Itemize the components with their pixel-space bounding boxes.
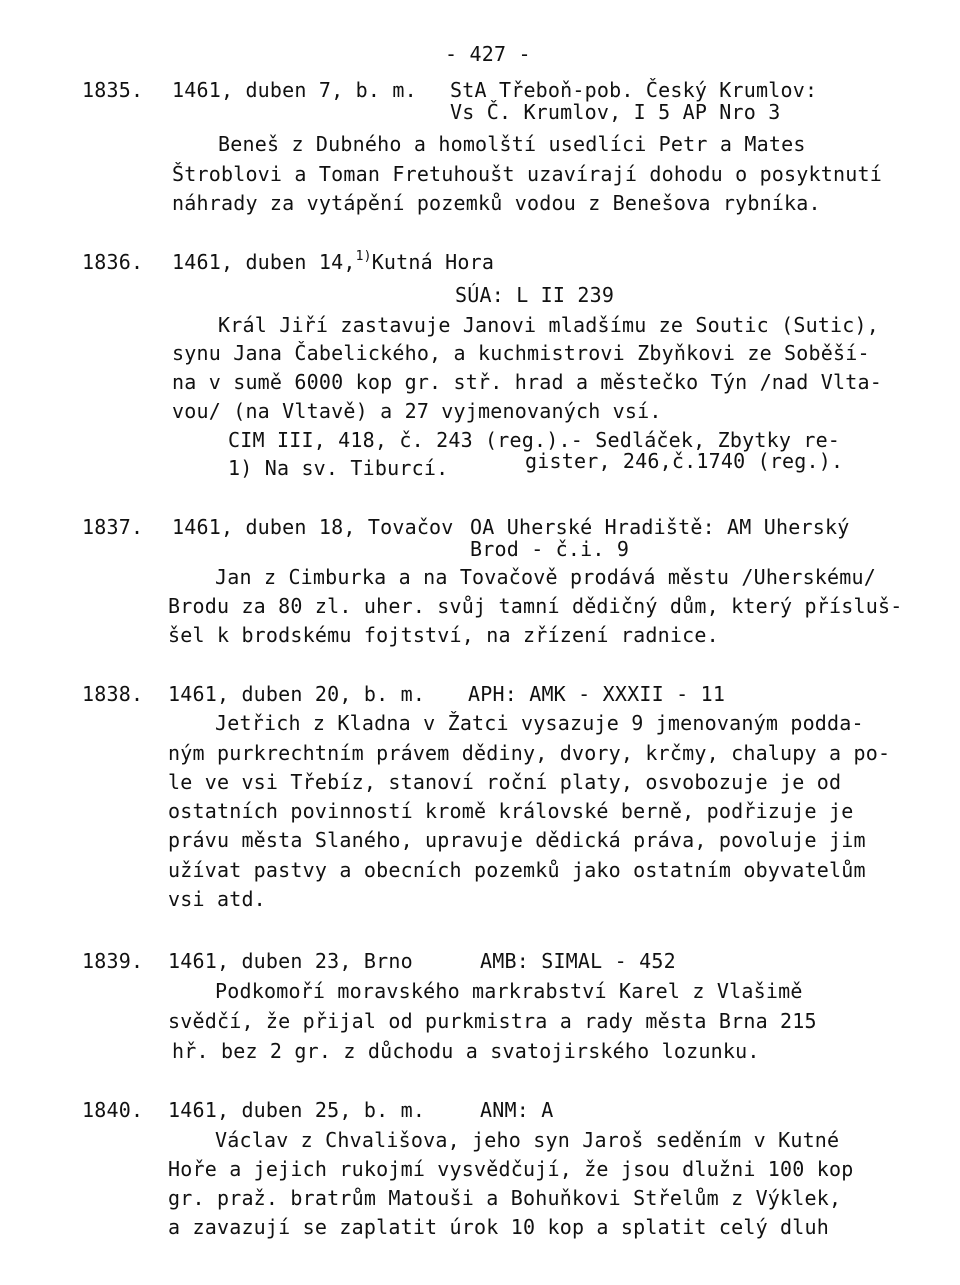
entry-number: 1838. [82, 682, 144, 706]
entry-text-line: Jan z Cimburka a na Tovačově prodává městu /Uherskému/ [215, 565, 877, 589]
entry-text-line: Václav z Chvališova, jeho syn Jaroš seděním v Kutné [215, 1128, 840, 1152]
entry-text-line: vsi atd. [168, 887, 266, 911]
entry-source: SÚA: L II 239 [455, 283, 615, 307]
entry-source: Vs Č. Krumlov, I 5 AP Nro 3 [450, 100, 781, 124]
entry-text-line: synu Jana Čabelického, a kuchmistrovi Zbyňkovi ze Soběší- [172, 341, 870, 365]
entry-text-line: svědčí, že přijal od purkmistra a rady města Brna 215 [168, 1009, 817, 1033]
entry-text-line: ným purkrechtním právem dědiny, dvory, krčmy, chalupy a po- [168, 741, 891, 765]
entry-number: 1839. [82, 949, 144, 973]
page-number: - 427 - [445, 42, 531, 66]
entry-date-place: 1461, duben 18, Tovačov [172, 515, 454, 539]
entry-date-place: 1461, duben 7, b. m. [172, 78, 417, 102]
entry-source: APH: AMK - XXXII - 11 [468, 682, 726, 706]
entry-text-line: Brodu za 80 zl. uher. svůj tamní dědičný dům, který přísluš- [168, 594, 903, 618]
entry-heading [172, 250, 494, 278]
entry-text-line: a zavazují se zaplatit úrok 10 kop a splatit celý dluh [168, 1215, 830, 1239]
entry-source: AMB: SIMAL - 452 [480, 949, 676, 973]
entry-text-line: Štroblovi a Toman Fretuhoušt uzavírají dohodu o posyktnutí [172, 162, 882, 186]
entry-text-line: Hoře a jejich rukojmí vysvědčují, že jsou dlužni 100 kop [168, 1157, 854, 1181]
entry-text-line: vou/ (na Vltavě) a 27 vyjmenovaných vsí. [172, 399, 662, 423]
entry-source: Brod - č.i. 9 [470, 537, 630, 561]
entry-number: 1835. [82, 78, 144, 102]
entry-date: 1461, duben 14, [172, 250, 356, 274]
entry-source: OA Uherské Hradiště: AM Uherský [470, 515, 850, 539]
entry-date-place: 1461, duben 20, b. m. [168, 682, 426, 706]
entry-number: 1837. [82, 515, 144, 539]
entry-text-line: gr. praž. bratrům Matouši a Bohuňkovi Střelům z Výklek, [168, 1186, 842, 1210]
entry-reference-line: gister, 246,č.1740 (reg.). [525, 449, 844, 473]
entry-date-place: 1461, duben 25, b. m. [168, 1098, 426, 1122]
entry-text-line: na v sumě 6000 kop gr. stř. hrad a městečko Týn /nad Vlta- [172, 370, 882, 394]
entry-text-line: Král Jiří zastavuje Janovi mladšímu ze Soutic (Sutic), [218, 313, 880, 337]
entry-text-line: Jetřich z Kladna v Žatci vysazuje 9 jmenovaným podda- [215, 711, 864, 735]
entry-text-line: náhrady za vytápění pozemků vodou z Benešova rybníka. [172, 191, 821, 215]
entry-source: ANM: A [480, 1098, 554, 1122]
footnote: 1) Na sv. Tiburcí. [228, 456, 449, 480]
entry-place: Kutná Hora [371, 250, 495, 274]
entry-text-line: šel k brodskému fojtství, na zřízení radnice. [168, 623, 719, 647]
entry-date-place: 1461, duben 23, Brno [168, 949, 413, 973]
entry-text-line: ostatních povinností kromě královské berně, podřizuje je [168, 799, 854, 823]
entry-number: 1840. [82, 1098, 144, 1122]
entry-text-line: Beneš z Dubného a homolští usedlíci Petr a Mates [218, 132, 806, 156]
entry-text-line: právu města Slaného, upravuje dědická práva, povoluje jim [168, 828, 866, 852]
entry-text-line: hř. bez 2 gr. z důchodu a svatojirského lozunku. [172, 1039, 760, 1063]
entry-source: StA Třeboň-pob. Český Krumlov: [450, 78, 818, 102]
entry-number: 1836. [82, 250, 144, 274]
entry-text-line: le ve vsi Třebíz, stanoví roční platy, osvobozuje je od [168, 770, 842, 794]
entry-reference-line: CIM III, 418, č. 243 (reg.).- Sedláček, Zbytky re- [228, 428, 841, 452]
entry-text-line: užívat pastvy a obecních pozemků jako ostatním obyvatelům [168, 858, 866, 882]
entry-text-line: Podkomoří moravského markrabství Karel z Vlašimě [215, 979, 803, 1003]
footnote-mark: 1) [355, 249, 372, 264]
